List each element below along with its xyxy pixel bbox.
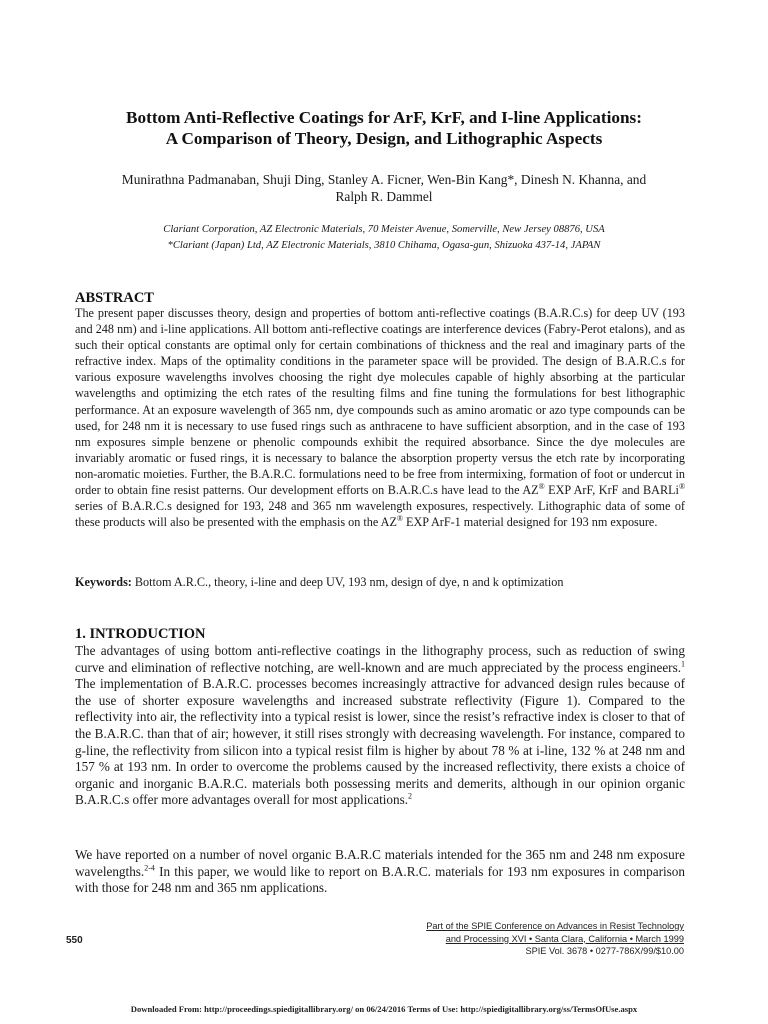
abstract-heading: ABSTRACT	[75, 290, 154, 306]
abstract-text-2: EXP ArF, KrF and BARLi	[544, 483, 679, 498]
affiliations	[70, 222, 698, 254]
abstract-text-3: series of B.A.R.C.s designed for 193, 248 and 365 nm wavelength exposures, respectively. Lithographic data of some of these products will also be presented with the emphasis on the AZ	[75, 499, 685, 530]
download-notice: Downloaded From: http://proceedings.spiedigitallibrary.org/ on 06/24/2016 Terms of Use: http://spiedigitallibrary.org/ss/TermsOfUse.aspx	[130, 1004, 638, 1014]
authors-line-2: Ralph R. Dammel	[335, 189, 433, 204]
affiliation-line-1: Clariant Corporation, AZ Electronic Materials, 70 Meister Avenue, Somerville, New Jersey 08876, USA	[163, 224, 605, 235]
keywords-text: Bottom A.R.C., theory, i-line and deep UV, 193 nm, design of dye, n and k optimization	[131, 575, 564, 589]
conference-footer	[426, 920, 684, 958]
intro-text-3: We have reported on a number of novel organic B.A.R.C materials intended for the 365 nm and 248 nm exposure wavelengths.	[75, 847, 685, 879]
volume-line: SPIE Vol. 3678 • 0277-786X/99/$10.00	[525, 946, 684, 956]
authors-line-1: Munirathna Padmanaban, Shuji Ding, Stanley A. Ficner, Wen-Bin Kang*, Dinesh N. Khanna, and	[121, 172, 647, 187]
registered-mark: ®	[678, 481, 686, 491]
author-list	[70, 171, 698, 205]
reference-marker: 1	[681, 659, 685, 669]
affiliation-line-2: *Clariant (Japan) Ltd, AZ Electronic Materials, 3810 Chihama, Ogasa-gun, Shizuoka 437-14, JAPAN	[167, 240, 601, 251]
intro-text-2: The implementation of B.A.R.C. processes becomes increasingly attractive for advanced design rules because of the use of shorter exposure wavelengths and increased substrate reflectivity (Figure 1). Compared to the reflectivity into air, the reflectivity into a typical resist is lower, since the resist’s refractive index is closer to that of the B.A.R.C. than that of air; however, it still rises strongly with decreasing wavelength. For instance, compared to g-line, the reflectivity from silicon into a typical resist film is higher by about 78 % at i-line, 132 % at 248 nm and 157 % at 193 nm. In order to overcome the problems caused by the increased reflectivity, there exists a choice of organic and inorganic B.A.R.C. materials both possessing merits and demerits, although in our opinion organic B.A.R.C.s offer more advantages overall for most applications.	[75, 676, 685, 808]
intro-text-4: In this paper, we would like to report on B.A.R.C. materials for 193 nm exposures in comparison with those for 248 nm and 365 nm applications.	[75, 863, 685, 896]
reference-marker: 2	[408, 791, 413, 801]
title-line-1: Bottom Anti-Reflective Coatings for ArF, KrF, and I-line Applications:	[126, 108, 642, 127]
conference-line-1: Part of the SPIE Conference on Advances in Resist Technology	[426, 921, 684, 931]
introduction-paragraph-1	[75, 643, 685, 809]
abstract-body	[75, 305, 685, 530]
keywords	[75, 574, 685, 590]
page-number: 550	[66, 935, 83, 946]
registered-mark: ®	[538, 481, 545, 491]
registered-mark: ®	[396, 514, 403, 524]
conference-line-2: and Processing XVI • Santa Clara, California • March 1999	[445, 933, 684, 944]
title-line-2: A Comparison of Theory, Design, and Lithographic Aspects	[165, 129, 603, 148]
introduction-heading: 1. INTRODUCTION	[75, 626, 206, 642]
abstract-text-1: The present paper discusses theory, design and properties of bottom anti-reflective coatings (B.A.R.C.s) for deep UV (193 and 248 nm) and i-line applications. All bottom anti-reflective coatings are interference devices (Fabry-Perot etalons), and as such their optical constants are optimal only for certain combinations of thickness and the real and imaginary parts of the refractive index. Maps of the optimality conditions in the parameter space will be provided. The design of B.A.R.C.s for various exposure wavelengths involves choosing the right dye molecules capable of highly absorbing at the particular wavelengths and optimizing the etch rates of the resulting films and fine tuning the formulations for best lithographic performance. At an exposure wavelength of 365 nm, dye compounds such as amino aromatic or azo type compounds can be used, for 248 nm it is necessary to use fused rings such as anthracene to have sufficient absorption, and in the case of 193 nm exposures simple benzene or phenolic compounds exhibit the required absorbance. Since the dye molecules are invariably aromatic or fused rings, it is necessary to balance the absorption property versus the etch rate by incorporating non-aromatic moieties. Further, the B.A.R.C. formulations need to be free from intermixing, formation of foot or undercut in order to obtain fine resist patterns. Our development efforts on B.A.R.C.s have lead to the AZ	[75, 306, 685, 498]
paper-title	[60, 107, 708, 149]
abstract-text-4: EXP ArF-1 material designed for 193 nm exposure.	[402, 515, 658, 530]
introduction-paragraph-2	[75, 847, 685, 897]
intro-text-1: The advantages of using bottom anti-reflective coatings in the lithography process, such as reduction of swing curve and elimination of reflective notching, are well-known and are much appreciated by the process engineers.	[75, 643, 685, 675]
keywords-label: Keywords:	[75, 575, 132, 589]
reference-marker: 2-4	[144, 863, 155, 873]
